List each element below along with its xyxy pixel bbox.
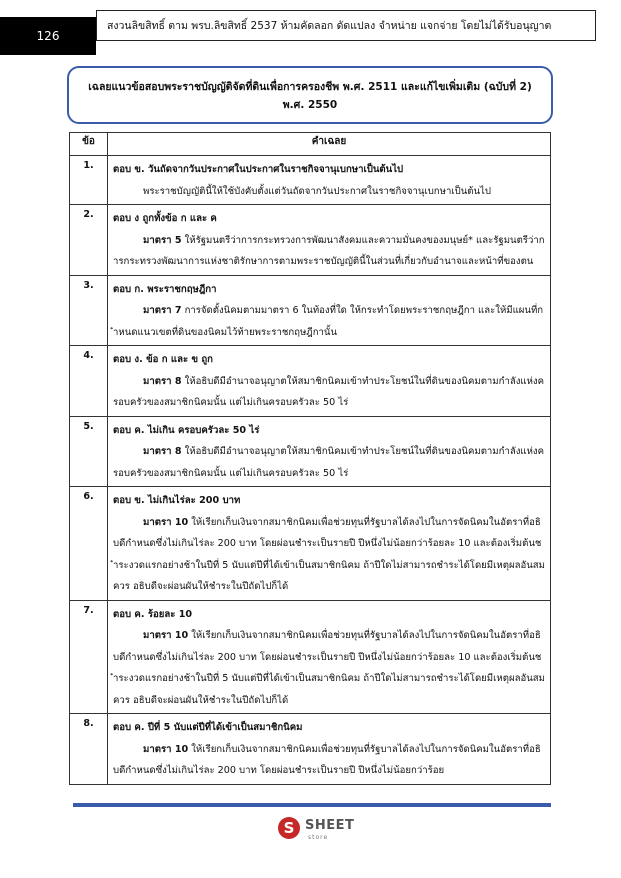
table-row xyxy=(70,275,551,346)
table-row xyxy=(70,346,551,417)
answer-heading: ตอบ ข. วันถัดจากวันประกาศในประกาศในราชกิจจานุเบกษาเป็นต้นไป xyxy=(113,164,404,175)
table-row xyxy=(70,156,551,205)
row-number: 2. xyxy=(70,205,108,276)
answer-table xyxy=(69,132,551,785)
section-ref: มาตรา 10 xyxy=(143,516,189,528)
answer-heading: ตอบ ก. พระราชกฤษฎีกา xyxy=(113,283,217,295)
copyright-header: สงวนลิขสิทธิ์ ตาม พรบ.ลิขสิทธิ์ 2537 ห้ามคัดลอก ดัดแปลง จำหน่าย แจกจ่าย โดยไม่ได้รับอนุญาต xyxy=(96,10,596,41)
row-number: 5. xyxy=(70,416,108,487)
answer-cell xyxy=(108,714,551,785)
answer-explanation: พระราชบัญญัตินี้ให้ใช้บังคับตั้งแต่วันถัดจากวันประกาศในราชกิจจานุเบกษาเป็นต้นไป xyxy=(143,185,491,197)
column-header-answer: คำเฉลย xyxy=(108,133,551,156)
table-row xyxy=(70,487,551,601)
answer-cell xyxy=(108,487,551,601)
column-header-no: ข้อ xyxy=(70,133,108,156)
sheet-store-logo xyxy=(278,817,358,841)
section-ref: มาตรา 8 xyxy=(143,446,182,457)
row-number: 6. xyxy=(70,487,108,601)
explanation-text: ให้อธิบดีมีอำนาจอนุญาตให้สมาชิกนิคมเข้าทำประโยชน์ในที่ดินของนิคมตามกำลังแห่งครอบครัวของสมาชิกนิคมนั้น แต่ไม่เกินครอบครัวละ 50 ไร่ xyxy=(113,375,545,408)
answer-explanation xyxy=(113,625,545,711)
section-ref: มาตรา 10 xyxy=(143,743,189,755)
explanation-text: ให้รัฐมนตรีว่าการกระทรวงการพัฒนาสังคมและความมั่นคงของมนุษย์* และรัฐมนตรีว่าการกระทรวงพัฒนาการแห่งชาติรักษาการตามพระราชบัญญัตินี้ในส่วนที่เกี่ยวกับอำนาจและหน้าที่ของตน xyxy=(113,234,545,267)
section-ref: มาตรา 5 xyxy=(143,234,182,246)
logo-name: SHEET xyxy=(305,818,355,833)
answer-cell xyxy=(108,205,551,276)
answer-heading: ตอบ ข. ไม่เกินไร่ละ 200 บาท xyxy=(113,495,241,506)
answer-explanation xyxy=(113,300,545,343)
table-row xyxy=(70,416,551,487)
row-number: 8. xyxy=(70,714,108,785)
answer-explanation xyxy=(113,371,545,414)
explanation-text: การจัดตั้งนิคมตามมาตรา 6 ในท้องที่ใด ให้กระทำโดยพระราชกฤษฎีกา และให้มีแผนที่กำหนดแนวเขตที่ดินของนิคมไว้ท้ายพระราชกฤษฎีกานั้น xyxy=(113,305,544,338)
footer-divider xyxy=(73,803,551,807)
row-number: 7. xyxy=(70,600,108,714)
answer-heading: ตอบ ง ถูกทั้งข้อ ก และ ค xyxy=(113,213,217,224)
explanation-text: ให้อธิบดีมีอำนาจอนุญาตให้สมาชิกนิคมเข้าทำประโยชน์ในที่ดินของนิคมตามกำลังแห่งครอบครัวของสมาชิกนิคมนั้น แต่ไม่เกินครอบครัวละ 50 ไร่ xyxy=(113,446,545,479)
row-number: 4. xyxy=(70,346,108,417)
answer-explanation xyxy=(113,512,545,598)
table-row xyxy=(70,205,551,276)
answer-explanation xyxy=(113,441,545,484)
answer-heading: ตอบ ค. ปีที่ 5 นับแต่ปีที่ได้เข้าเป็นสมาชิกนิคม xyxy=(113,722,303,733)
table-header-row xyxy=(70,133,551,156)
table-row xyxy=(70,714,551,785)
explanation-text: ให้เรียกเก็บเงินจากสมาชิกนิคมเพื่อช่วยทุนที่รัฐบาลได้ลงไปในการจัดนิคมในอัตราที่อธิบดีกำหนดซึ่งไม่เกินไร่ละ 200 บาท โดยผ่อนชำระเป็นรายปี ปีหนึ่งไม่น้อยกว่าร้อยละ 10 และต้องเริ่มต้นชำระงวดแรกอย่างช้าในปีที่ 5 นับแต่ปีที่ได้เข้าเป็นสมาชิกนิคม ถ้าปีใดไม่สามารถชำระได้โดยมีเหตุผลอันสมควร อธิบดีจะผ่อนผันให้ชำระในปีถัดไปก็ได้ xyxy=(113,516,545,592)
section-ref: มาตรา 7 xyxy=(143,305,182,316)
answer-cell xyxy=(108,156,551,205)
answer-cell xyxy=(108,416,551,487)
page-number: 126 xyxy=(0,17,96,55)
answer-heading: ตอบ ค. ไม่เกิน ครอบครัวละ 50 ไร่ xyxy=(113,424,260,436)
section-ref: มาตรา 10 xyxy=(143,630,189,641)
row-number: 1. xyxy=(70,156,108,205)
explanation-text: ให้เรียกเก็บเงินจากสมาชิกนิคมเพื่อช่วยทุนที่รัฐบาลได้ลงไปในการจัดนิคมในอัตราที่อธิบดีกำหนดซึ่งไม่เกินไร่ละ 200 บาท โดยผ่อนชำระเป็นรายปี ปีหนึ่งไม่น้อยกว่าร้อย xyxy=(113,743,541,776)
answer-heading: ตอบ ง. ข้อ ก และ ข ถูก xyxy=(113,354,213,365)
logo-subtext: store xyxy=(308,834,329,841)
section-ref: มาตรา 8 xyxy=(143,375,182,387)
row-number: 3. xyxy=(70,275,108,346)
title-line-1: เฉลยแนวข้อสอบพระราชบัญญัติจัดที่ดินเพื่อการครองชีพ พ.ศ. 2511 และแก้ไขเพิ่มเติม (ฉบับที่ 2) xyxy=(88,81,532,93)
title-line-2: พ.ศ. 2550 xyxy=(282,99,338,111)
answer-cell xyxy=(108,600,551,714)
table-row xyxy=(70,600,551,714)
answer-explanation xyxy=(113,739,545,782)
explanation-text: ให้เรียกเก็บเงินจากสมาชิกนิคมเพื่อช่วยทุนที่รัฐบาลได้ลงไปในการจัดนิคมในอัตราที่อธิบดีกำหนดซึ่งไม่เกินไร่ละ 200 บาท โดยผ่อนชำระเป็นรายปี ปีหนึ่งไม่น้อยกว่าร้อยละ 10 และต้องเริ่มต้นชำระงวดแรกอย่างช้าในปีที่ 5 นับแต่ปีที่ได้เข้าเป็นสมาชิกนิคม ถ้าปีใดไม่สามารถชำระได้โดยมีเหตุผลอันสมควร อธิบดีจะผ่อนผันให้ชำระในปีถัดไปก็ได้ xyxy=(113,630,545,706)
answer-cell xyxy=(108,275,551,346)
logo-mark-icon: S xyxy=(278,817,300,839)
answer-explanation xyxy=(113,230,545,273)
page-title xyxy=(67,66,553,124)
answer-cell xyxy=(108,346,551,417)
answer-heading: ตอบ ค. ร้อยละ 10 xyxy=(113,608,193,620)
